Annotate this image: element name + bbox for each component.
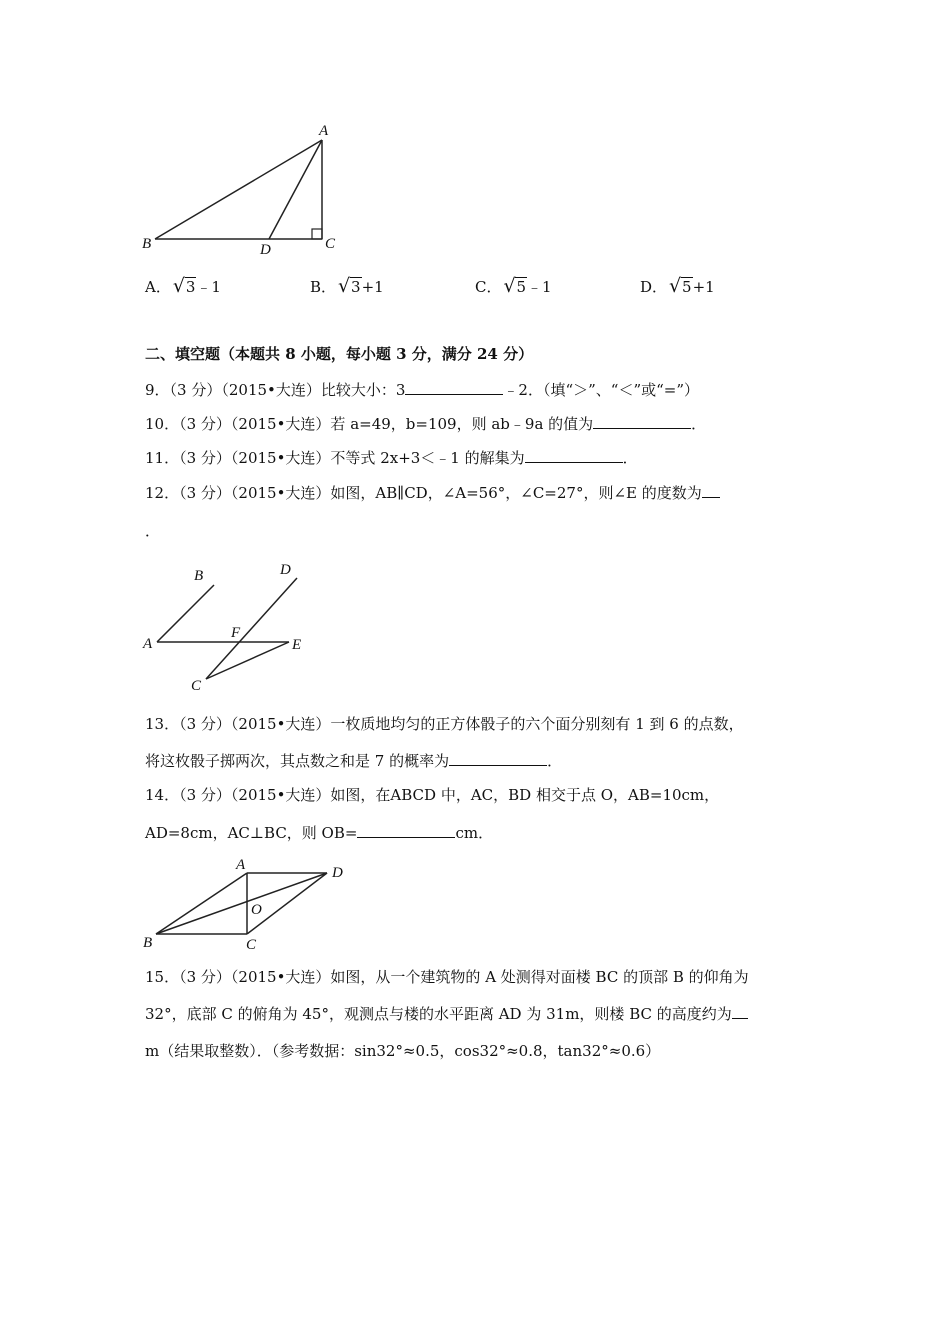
label-f: F [231,625,241,641]
label-c: C [246,937,257,953]
answer-blank [732,1004,748,1019]
question-text: 9．（3 分）（2015•大连）比较大小：3 [145,381,406,399]
section-title: 二、填空题（本题共 8 小题，每小题 3 分，满分 24 分） [145,345,534,363]
label-e: E [292,637,302,653]
label-d: D [332,865,343,881]
label-o: O [251,902,262,918]
choice-letter: D． [640,278,668,296]
label-d: D [280,562,291,578]
label-a: A [319,123,329,139]
question-15-line3 [145,1041,660,1061]
question-text: cm． [455,824,494,842]
question-text: 15．（3 分）（2015•大连）如图，从一个建筑物的 A 处测得对面楼 BC 的顶部 B 的仰角为 [145,968,749,986]
question-text: 11．（3 分）（2015•大连）不等式 2x+3＜﹣1 的解集为 [145,449,525,467]
label-d: D [260,242,271,258]
question-15 [145,967,749,987]
question-text: 10．（3 分）（2015•大连）若 a=49，b=109，则 ab﹣9a 的值为 [145,415,594,433]
radicand: 5 [682,278,692,296]
choice-letter: C． [475,278,502,296]
question-text: ． [691,415,707,433]
label-a: A [236,857,246,873]
label-b: B [143,935,153,951]
question-15-line2 [145,1004,748,1024]
question-text: ． [145,522,161,540]
radicand: 3 [351,278,361,296]
choice-letter: A． [145,278,171,296]
choice-tail: ﹣1 [196,278,221,296]
question-text: AD=8cm，AC⊥BC，则 OB= [145,824,358,842]
question-text: 32°，底部 C 的俯角为 45°，观测点与楼的水平距离 AD 为 31m，则楼 BC 的高度约为 [145,1005,732,1023]
segment-ab [156,873,247,934]
label-c: C [325,236,336,252]
radicand: 5 [516,278,527,296]
segment-bd [156,873,327,934]
choice-tail: ﹣1 [527,278,552,296]
question-text: ． [622,449,638,467]
label-b: B [142,236,152,252]
question-text: 12．（3 分）（2015•大连）如图，AB∥CD，∠A=56°，∠C=27°，则∠E 的度数为 [145,484,702,502]
label-a: A [143,636,153,652]
label-b: B [194,568,204,584]
label-c: C [191,678,202,694]
question-text: m（结果取整数）．（参考数据：sin32°≈0.5，cos32°≈0.8，tan32°≈0.6） [145,1042,661,1060]
question-text: 将这枚骰子掷两次，其点数之和是 7 的概率为 [145,752,450,770]
choice-letter: B． [310,278,337,296]
radicand: 3 [185,278,196,296]
question-text: ． [547,752,563,770]
question-text: 14．（3 分）（2015•大连）如图，在ABCD 中，AC，BD 相交于点 O，AB=10cm， [145,786,720,804]
question-text: 13．（3 分）（2015•大连）一枚质地均匀的正方体骰子的六个面分别刻有 1 到 6 的点数， [145,715,744,733]
choice-tail: +1 [692,278,715,296]
choice-tail: +1 [361,278,384,296]
question-text: ﹣2．（填“＞”、“＜”或“=”） [503,381,700,399]
